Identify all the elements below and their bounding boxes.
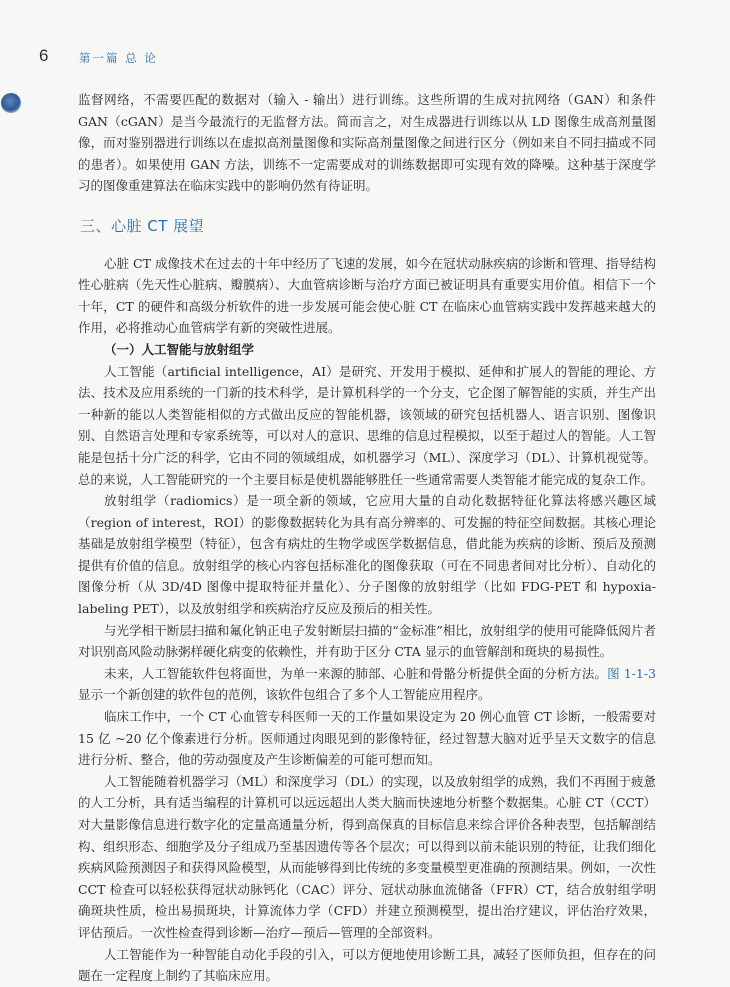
- figref-before-text: 未来，人工智能软件包将面世，为单一来源的肺部、心脏和骨骼分析提供全面的分析方法。: [104, 665, 608, 681]
- page-content: [78, 89, 656, 987]
- paragraph-clinical-workload: 临床工作中，一个 CT 心血管专科医师一天的工作量如果设定为 20 例心血管 CT 诊断，一般需要对 15 亿 ~20 亿个像素进行分析。医师通过肉眼见到的影像特征，经过智慧大脑对近乎呈天文数字的信息进行分析、整合，他的劳动强度及产生诊断偏差的可能可想而知。: [78, 709, 656, 768]
- subsection-title: （一）人工智能与放射组学: [104, 341, 255, 357]
- paragraph-ml-dl-cct: 人工智能随着机器学习（ML）和深度学习（DL）的实现，以及放射组学的成熟，我们不再囿于疲惫的人工分析，具有适当编程的计算机可以远远超出人类大脑而快速地分析整个数据集。心脏 CT（CCT）对大量影像信息进行数字化的定量高通量分析，得到高保真的目标信息来综合评价各种表型，包括解剖结构、组织形态、细胞学及分子组成乃至基因遗传等各个层次；可以得到以前未能识别的特征，让我们细化疾病风险预测因子和获得风险模型，从而能够得到比传统的多变量模型更准确的预测结果。例如，一次性 CCT 检查可以轻松获得冠状动脉钙化（CAC）评分、冠状动脉血流储备（FFR）CT，结合放射组学明确斑块性质，检出易损斑块，计算流体力学（CFD）并建立预测模型，提出治疗建议，评估治疗效果，评估预后。一次性检查得到诊断—治疗—预后—管理的全部资料。: [78, 773, 656, 940]
- section-paragraph: 心脏 CT 成像技术在过去的十年中经历了飞速的发展，如今在冠状动脉疾病的诊断和管理、指导结构性心脏病（先天性心脏病、瓣膜病）、大血管病诊断与治疗方面已被证明具有重要实用价值。相信下一个十年，CT 的硬件和高级分析软件的进一步发展可能会使心脏 CT 在临床心血管病实践中发挥越来越大的作用，必将推动心血管病学有新的突破性进展。: [78, 255, 656, 336]
- figref-after-text: 显示一个新创建的软件包的范例，该软件包组合了多个人工智能应用程序。: [78, 687, 491, 703]
- figure-reference-link[interactable]: 图 1-1-3: [607, 665, 656, 681]
- paragraph-gold-standard: 与光学相干断层扫描和氟化钠正电子发射断层扫描的“金标准”相比，放射组学的使用可能降低阅片者对识别高风险动脉粥样硬化病变的依赖性，并有助于区分 CTA 显示的血管解剖和斑块的易损性。: [78, 622, 656, 660]
- paragraph-radiomics: 放射组学（radiomics）是一项全新的领域，它应用大量的自动化数据特征化算法将感兴趣区域（region of interest，ROI）的影像数据转化为具有高分辨率的、可发掘的特征空间数据。其核心理论基础是放射组学模型（特征），包含有病灶的生物学或医学数据信息，借此能为疾病的诊断、预后及预测提供有价值的信息。放射组学的核心内容包括标准化的图像获取（可在不同患者间对比分析）、自动化的图像分析（从 3D/4D 图像中提取特征并量化）、分子图像的放射组学（比如 FDG-PET 和 hypoxia-labeling PET），以及放射组学和疾病治疗反应及预后的相关性。: [78, 493, 656, 617]
- page-number: 6: [39, 46, 49, 65]
- margin-dot-marker: [1, 93, 21, 113]
- section-title: 三、心脏 CT 展望: [80, 216, 205, 235]
- paragraph-software-package: [78, 663, 656, 706]
- paragraph-conclusion: 人工智能作为一种智能自动化手段的引入，可以方便地使用诊断工具，减轻了医师负担，但存在的问题在一定程度上制约了其临床应用。: [78, 946, 656, 984]
- intro-paragraph: 监督网络，不需要匹配的数据对（输入 - 输出）进行训练。这些所谓的生成对抗网络（GAN）和条件 GAN（cGAN）是当今最流行的无监督方法。简而言之，对生成器进行训练以从 LD 图像生成高剂量图像，而对鉴别器进行训练以在虚拟高剂量图像和实际高剂量图像之间进行区分（例如来自不同扫描或不同的患者）。如果使用 GAN 方法，训练不一定需要成对的训练数据即可实现有效的降噪。这种基于深度学习的图像重建算法在临床实践中的影响仍然有待证明。: [78, 92, 656, 194]
- paragraph-ai-definition: 人工智能（artificial intelligence，AI）是研究、开发用于模拟、延伸和扩展人的智能的理论、方法、技术及应用系统的一门新的技术科学，是计算机科学的一个分支，它企图了解智能的实质，并生产出一种新的能以人类智能相似的方式做出反应的智能机器，该领域的研究包括机器人、语言识别、图像识别、自然语言处理和专家系统等，可以对人的意识、思维的信息过程模拟，以至于超过人的智能。人工智能是包括十分广泛的科学，它由不同的领域组成，如机器学习（ML）、深度学习（DL）、计算机视觉等。总的来说，人工智能研究的一个主要目标是使机器能够胜任一些通常需要人类智能才能完成的复杂工作。: [78, 363, 656, 487]
- running-head: 第一篇 总 论: [79, 51, 158, 65]
